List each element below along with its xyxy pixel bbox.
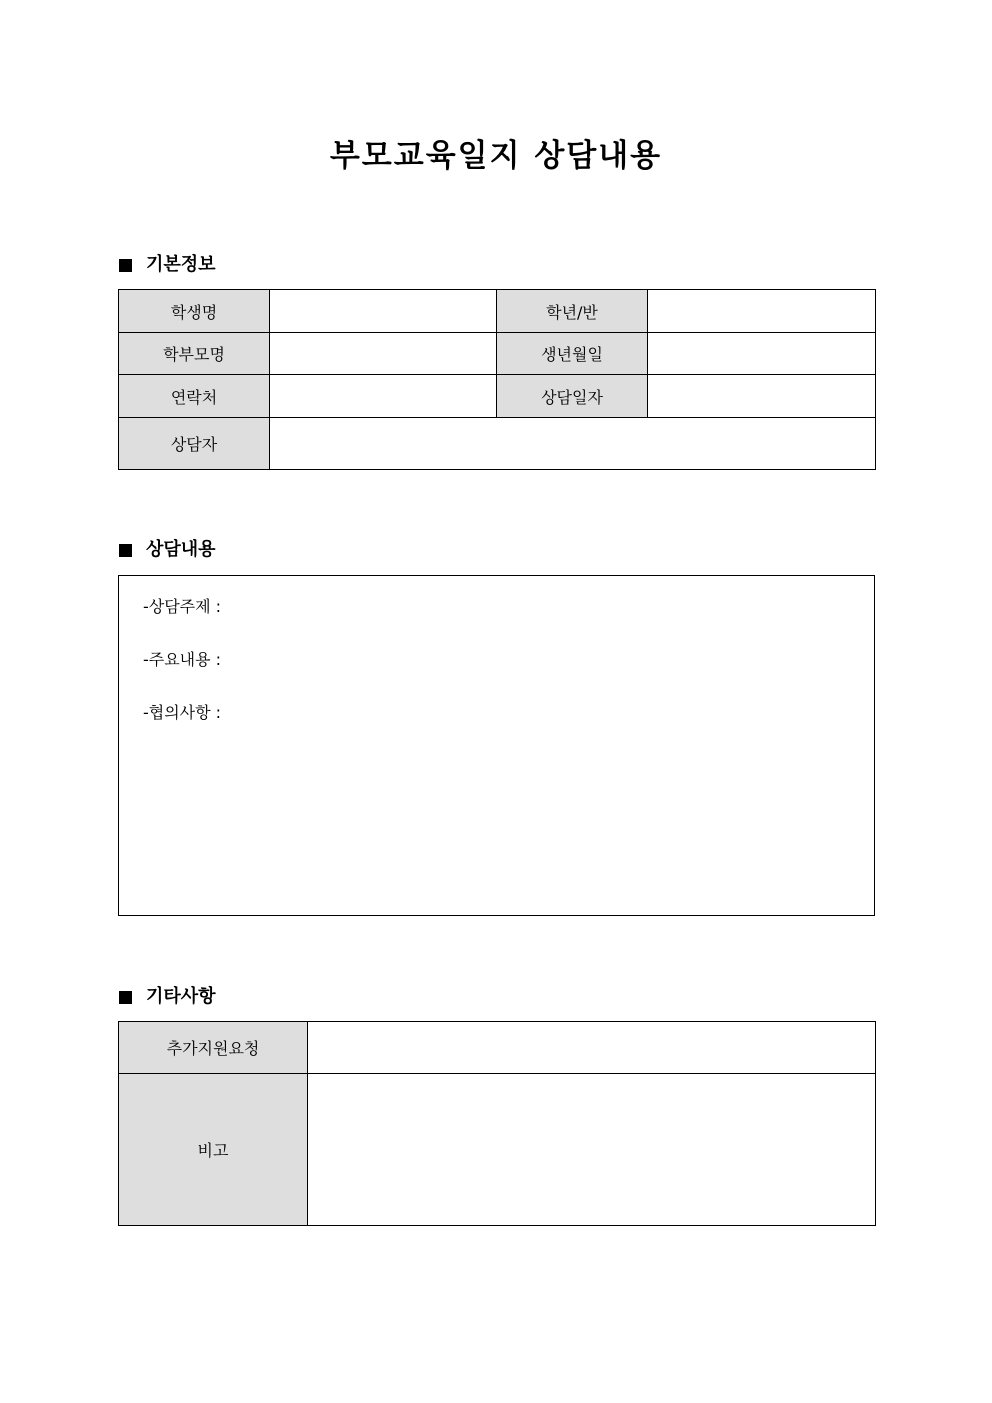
label-counselor: 상담자 xyxy=(119,418,270,470)
student-name-field[interactable] xyxy=(270,290,497,333)
basic-info-table xyxy=(118,289,876,470)
consult-content-box[interactable] xyxy=(118,575,875,916)
section-heading-label: 기본정보 xyxy=(146,254,216,275)
section-heading-consult xyxy=(119,537,216,563)
consult-topic-line: -상담주제 : xyxy=(143,597,222,616)
section-heading-label: 상담내용 xyxy=(146,539,216,560)
label-contact: 연락처 xyxy=(119,375,270,418)
label-grade-class: 학년/반 xyxy=(497,290,648,333)
label-parent-name: 학부모명 xyxy=(119,333,270,375)
consult-date-field[interactable] xyxy=(648,375,876,418)
agreement-line: -협의사항 : xyxy=(143,703,222,722)
label-additional-support: 추가지원요청 xyxy=(119,1022,308,1074)
label-remarks: 비고 xyxy=(119,1074,308,1226)
square-bullet-icon xyxy=(119,991,132,1004)
contact-field[interactable] xyxy=(270,375,497,418)
grade-class-field[interactable] xyxy=(648,290,876,333)
birthdate-field[interactable] xyxy=(648,333,876,375)
parent-name-field[interactable] xyxy=(270,333,497,375)
remarks-field[interactable] xyxy=(308,1074,876,1226)
label-student-name: 학생명 xyxy=(119,290,270,333)
label-birthdate: 생년월일 xyxy=(497,333,648,375)
square-bullet-icon xyxy=(119,544,132,557)
main-content-line: -주요내용 : xyxy=(143,650,222,669)
table-row xyxy=(119,375,876,418)
table-row xyxy=(119,1074,876,1226)
section-heading-label: 기타사항 xyxy=(146,986,216,1007)
section-heading-basic xyxy=(119,252,216,278)
additional-support-field[interactable] xyxy=(308,1022,876,1074)
square-bullet-icon xyxy=(119,259,132,272)
other-info-table xyxy=(118,1021,876,1226)
counselor-field[interactable] xyxy=(270,418,876,470)
table-row xyxy=(119,418,876,470)
page-title: 부모교육일지 상담내용 xyxy=(329,138,663,174)
section-heading-other xyxy=(119,984,216,1010)
table-row xyxy=(119,333,876,375)
table-row xyxy=(119,1022,876,1074)
table-row xyxy=(119,290,876,333)
label-consult-date: 상담일자 xyxy=(497,375,648,418)
